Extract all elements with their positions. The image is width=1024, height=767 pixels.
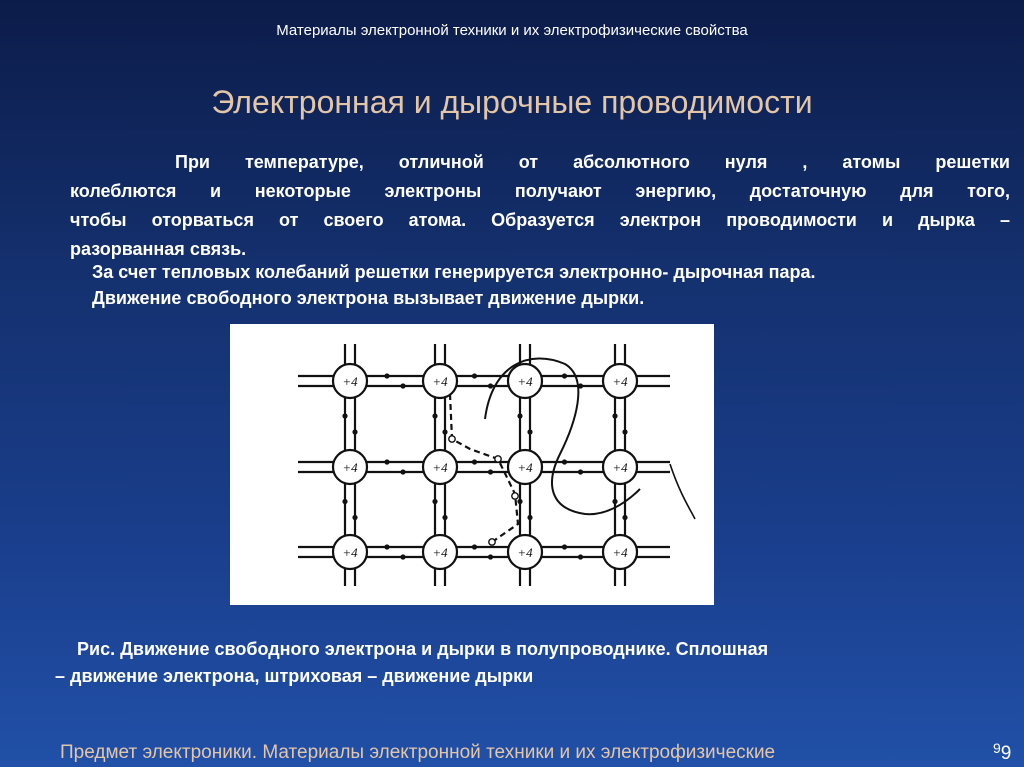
hole-marker: [495, 456, 501, 462]
electron-dot: [352, 429, 357, 434]
atom-label: +4: [517, 374, 533, 389]
electron-dot: [562, 459, 567, 464]
electron-dot: [488, 554, 493, 559]
hole-marker: [449, 436, 455, 442]
atom-label: +4: [342, 460, 358, 475]
electron-dot: [517, 413, 522, 418]
electron-dot: [612, 499, 617, 504]
electron-dot: [517, 499, 522, 504]
electron-dot: [562, 544, 567, 549]
atom-label: +4: [342, 545, 358, 560]
electron-dot: [472, 544, 477, 549]
atom-label: +4: [517, 460, 533, 475]
paragraph-line: При температуре, отличной от абсолютного нуля , атомы решетки: [175, 152, 1010, 172]
electron-dot: [488, 469, 493, 474]
electron-dot: [384, 544, 389, 549]
page-number-sup: 9: [993, 740, 1001, 756]
pair-generation-text: За счет тепловых колебаний решетки генерируется электронно- дырочная пара.: [92, 262, 816, 282]
electron-dot: [527, 429, 532, 434]
electron-dot: [384, 373, 389, 378]
hole-motion-text: Движение свободного электрона вызывает движение дырки.: [92, 288, 645, 308]
electron-dot: [432, 413, 437, 418]
atom-label: +4: [517, 545, 533, 560]
electron-dot: [352, 515, 357, 520]
caption-line: – движение электрона, штриховая – движение дырки: [55, 666, 534, 686]
atom-label: +4: [612, 374, 628, 389]
atom-label: +4: [432, 460, 448, 475]
hole-marker: [512, 493, 518, 499]
hole-marker: [489, 539, 495, 545]
electron-dot: [400, 383, 405, 388]
electron-dot: [432, 499, 437, 504]
caption-line: Рис. Движение свободного электрона и дырки в полупроводнике. Сплошная: [77, 639, 769, 659]
atom-label: +4: [432, 374, 448, 389]
electron-dot: [578, 469, 583, 474]
atom-label: +4: [612, 460, 628, 475]
electron-dot: [400, 469, 405, 474]
page-number: [993, 740, 1011, 765]
electron-dot: [442, 429, 447, 434]
electron-dot: [612, 413, 617, 418]
electron-dot: [342, 413, 347, 418]
figure-caption: [55, 636, 965, 690]
electron-dot: [622, 515, 627, 520]
electron-dot: [342, 499, 347, 504]
electron-dot: [384, 459, 389, 464]
atom-label: +4: [612, 545, 628, 560]
paragraph-line: чтобы оторваться от своего атома. Образуется электрон проводимости и дырка –: [70, 210, 1010, 230]
electron-dot: [442, 515, 447, 520]
page-number-main: 9: [1000, 743, 1012, 764]
lattice-diagram: [230, 324, 714, 605]
electron-path: [670, 464, 695, 519]
electron-dot: [578, 554, 583, 559]
paragraph-line: колеблются и некоторые электроны получают энергию, достаточную для того,: [70, 181, 1010, 201]
slide-header: Материалы электронной техники и их электрофизические свойства: [276, 22, 748, 39]
electron-dot: [562, 373, 567, 378]
electron-dot: [400, 554, 405, 559]
atom-label: +4: [432, 545, 448, 560]
slide-title: Электронная и дырочные проводимости: [211, 84, 813, 120]
electron-dot: [622, 429, 627, 434]
atom-label: +4: [342, 374, 358, 389]
footer-text: Предмет электроники. Материалы электронной техники и их электрофизические: [60, 742, 776, 763]
electron-dot: [472, 459, 477, 464]
electron-dot: [488, 383, 493, 388]
electron-dot: [472, 373, 477, 378]
lattice-figure: [230, 324, 714, 605]
body-paragraph: [70, 148, 1010, 264]
electron-dot: [527, 515, 532, 520]
paragraph-line: разорванная связь.: [70, 239, 247, 259]
